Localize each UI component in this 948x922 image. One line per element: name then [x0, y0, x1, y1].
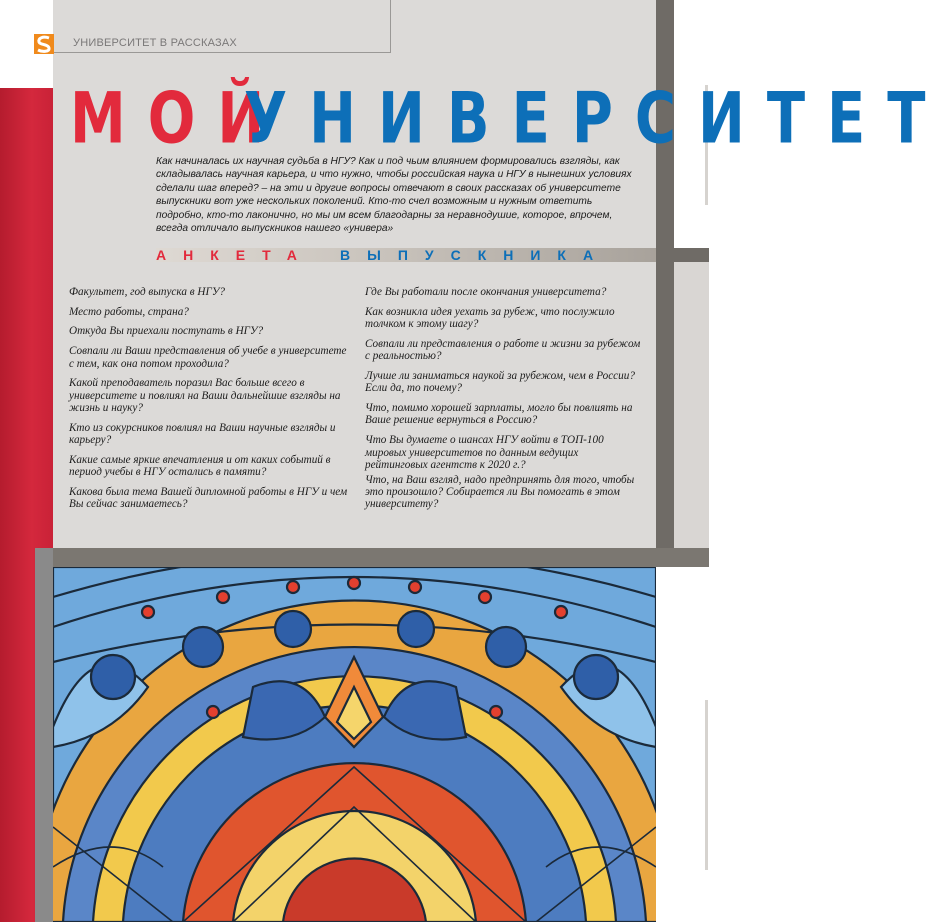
question: Место работы, страна? [69, 305, 189, 318]
right-margin-lower [656, 567, 709, 922]
title-word-2: УНИВЕРСИТЕТ [244, 78, 948, 160]
right-margin-gray [674, 262, 709, 548]
question: Откуда Вы приехали поступать в НГУ? [69, 325, 264, 338]
left-gray-strip [35, 548, 53, 922]
question: Где Вы работали после окончания университета? [365, 286, 607, 298]
section-title-2: ВЫПУСКНИКА [340, 247, 611, 263]
questions-right-column [365, 286, 643, 518]
questions-left-column [69, 286, 354, 518]
question: Что, на Ваш взгляд, надо предпринять для того, чтобы это произошло? Собирается ли Вы помогать в этом университету? [365, 473, 635, 511]
question: Какой преподаватель поразил Вас больше всего в университете и повлиял на Ваши дальнейшие взгляды на жизнь и науку? [69, 377, 341, 415]
question: Совпали ли Ваши представления об учебе в университете с тем, как она потом проходила? [69, 345, 347, 370]
question: Что, помимо хорошей зарплаты, могло бы повлиять на Ваше решение вернуться в Россию? [365, 402, 633, 427]
right-edge-line-lower [705, 700, 708, 870]
stained-glass-image [53, 567, 656, 922]
journal-logo-icon [34, 34, 54, 54]
question: Факультет, год выпуска в НГУ? [69, 286, 225, 298]
question: Кто из сокурсников повлиял на Ваши научные взгляды и карьеру? [69, 421, 336, 447]
right-shadow-bar [656, 248, 709, 262]
question: Что Вы думаете о шансах НГУ войти в ТОП-100 мировых университетов по данным ведущих рейтинговых агентств к 2020 г.? [365, 434, 604, 471]
question: Лучше ли заниматься наукой за рубежом, чем в России? Если да, то почему? [365, 369, 635, 395]
intro-paragraph: Как начиналась их научная судьба в НГУ? Как и под чьим влиянием формировались взгляды, как складывалась научная карьера, и что нужно, чтобы российская наука и НГУ в нынешних условиях сделали шаг вперед? – на эти и другие вопросы отвечают в своих рассказах об университете выпускники вот уже нескольких поколений. Кто-то счел возможным и нужным ответить подробно, кто-то лаконично, но мы им всем благодарны за неравнодушие, которое, впрочем, всегда отличало выпускников нашего «универа» [156, 156, 632, 235]
question: Совпали ли представления о работе и жизни за рубежом с реальностью? [365, 337, 641, 363]
rubric-label: УНИВЕРСИТЕТ В РАССКАЗАХ [73, 37, 237, 49]
question: Какие самые яркие впечатления и от каких событий в период учебы в НГУ остались в памяти? [69, 453, 331, 479]
question: Как возникла идея уехать за рубеж, что послужило толчком к этому шагу? [365, 305, 615, 331]
section-title-1: АНКЕТА [156, 247, 314, 263]
question: Какова была тема Вашей дипломной работы в НГУ и чем Вы сейчас занимаетесь? [69, 485, 348, 511]
title-word-1: МОЙ [70, 78, 287, 160]
section-divider-band [35, 548, 709, 567]
